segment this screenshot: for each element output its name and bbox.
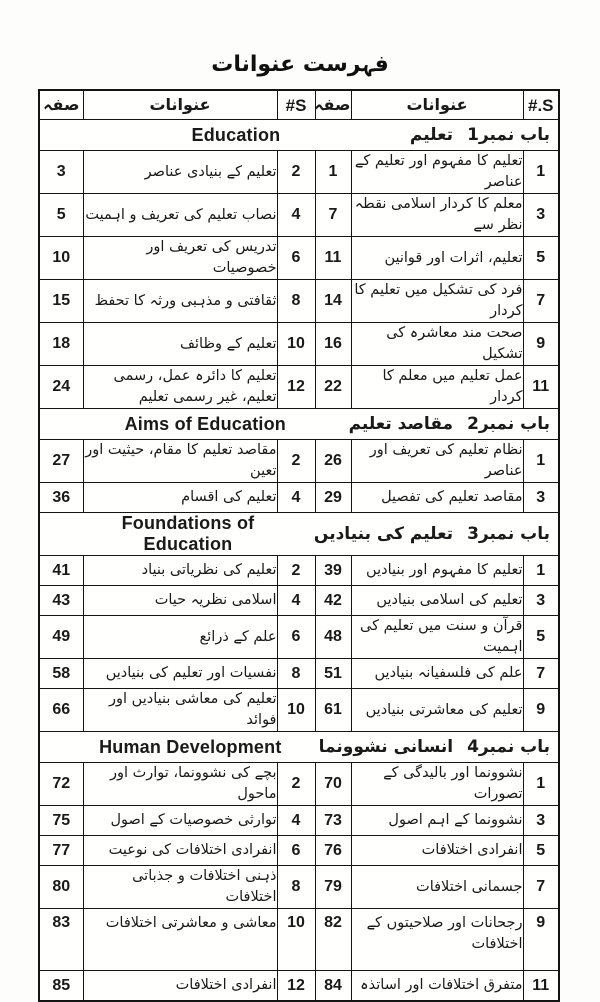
right-page-number: 16 — [315, 323, 351, 366]
toc-table — [38, 89, 560, 1002]
chapter-urdu-name: انسانی نشوونما — [318, 737, 454, 758]
right-page-number: 22 — [315, 366, 351, 409]
page-title: فہرست عنوانات — [211, 52, 389, 77]
header-left-serial: S# — [277, 90, 315, 120]
chapter-english-name: Foundations of Education — [121, 513, 255, 555]
right-page-number: 82 — [315, 909, 351, 971]
right-page-number: 39 — [315, 556, 351, 586]
right-page-number: 14 — [315, 280, 351, 323]
right-page-number: 29 — [315, 483, 351, 513]
chapter-english-name: Education — [191, 124, 281, 145]
right-entry-title: صحت مند معاشرہ کی تشکیل — [351, 323, 523, 366]
right-entry-title: قرآن و سنت میں تعلیم کی اہمیت — [351, 616, 523, 659]
left-serial-number: 2 — [277, 440, 315, 483]
table-row — [39, 556, 559, 586]
left-serial-number: 10 — [277, 909, 315, 971]
table-row — [39, 806, 559, 836]
right-entry-title: تعلیم کی اسلامی بنیادیں — [351, 586, 523, 616]
left-entry-title: ثقافتی و مذہبی ورثہ کا تحفظ — [83, 280, 277, 323]
right-serial-number: 1 — [523, 556, 559, 586]
left-entry-title: ذہنی اختلافات و جذباتی اختلافات — [83, 866, 277, 909]
right-entry-title: انفرادی اختلافات — [351, 836, 523, 866]
right-entry-title: تعلیم کا مفہوم اور بنیادیں — [351, 556, 523, 586]
table-row — [39, 194, 559, 237]
left-page-number: 75 — [39, 806, 83, 836]
left-entry-title: بچے کی نشوونما، توارث اور ماحول — [83, 763, 277, 806]
right-page-number: 1 — [315, 151, 351, 194]
left-serial-number: 2 — [277, 556, 315, 586]
left-page-number: 43 — [39, 586, 83, 616]
left-serial-number: 4 — [277, 194, 315, 237]
right-entry-title: رجحانات اور صلاحیتوں کے اختلافات — [351, 909, 523, 971]
left-entry-title: انفرادی اختلافات — [83, 971, 277, 1002]
left-page-number: 85 — [39, 971, 83, 1002]
left-serial-number: 12 — [277, 971, 315, 1002]
left-serial-number: 6 — [277, 836, 315, 866]
left-entry-title: توارثی خصوصیات کے اصول — [83, 806, 277, 836]
right-entry-title: عمل تعلیم میں معلم کا کردار — [351, 366, 523, 409]
header-right-titles: عنوانات — [351, 90, 523, 120]
left-entry-title: تعلیم کی نظریاتی بنیاد — [83, 556, 277, 586]
left-page-number: 77 — [39, 836, 83, 866]
right-page-number: 84 — [315, 971, 351, 1002]
right-page-number: 51 — [315, 659, 351, 689]
right-page-number: 7 — [315, 194, 351, 237]
header-left-titles: عنوانات — [83, 90, 277, 120]
left-entry-title: اسلامی نظریہ حیات — [83, 586, 277, 616]
table-body — [39, 120, 559, 1002]
left-page-number: 58 — [39, 659, 83, 689]
chapter-header-row — [39, 513, 559, 556]
left-page-number: 36 — [39, 483, 83, 513]
left-entry-title: نفسیات اور تعلیم کی بنیادیں — [83, 659, 277, 689]
chapter-header-cell — [39, 732, 559, 763]
right-page-number: 26 — [315, 440, 351, 483]
right-serial-number: 7 — [523, 659, 559, 689]
chapter-urdu-name: تعلیم کی بنیادیں — [313, 524, 454, 545]
table-header — [39, 90, 559, 120]
header-right-serial: S.# — [523, 90, 559, 120]
table-row — [39, 586, 559, 616]
right-page-number: 76 — [315, 836, 351, 866]
right-page-number: 61 — [315, 689, 351, 732]
right-serial-number: 5 — [523, 616, 559, 659]
right-serial-number: 3 — [523, 586, 559, 616]
right-serial-number: 7 — [523, 280, 559, 323]
left-entry-title: علم کے ذرائع — [83, 616, 277, 659]
left-entry-title: معاشی و معاشرتی اختلافات — [83, 909, 277, 971]
right-entry-title: علم کی فلسفیانہ بنیادیں — [351, 659, 523, 689]
chapter-header-cell — [39, 120, 559, 151]
chapter-english-name: Aims of Education — [124, 413, 286, 434]
chapter-header-row — [39, 409, 559, 440]
table-row — [39, 659, 559, 689]
right-serial-number: 3 — [523, 483, 559, 513]
table-row — [39, 836, 559, 866]
chapter-header-row — [39, 732, 559, 763]
right-serial-number: 7 — [523, 866, 559, 909]
left-serial-number: 6 — [277, 237, 315, 280]
right-page-number: 42 — [315, 586, 351, 616]
right-serial-number: 5 — [523, 836, 559, 866]
left-serial-number: 8 — [277, 280, 315, 323]
chapter-number-label: باب نمبر1 — [467, 125, 550, 145]
right-serial-number: 1 — [523, 440, 559, 483]
table-row — [39, 237, 559, 280]
left-serial-number: 2 — [277, 763, 315, 806]
chapter-number-label: باب نمبر2 — [467, 414, 550, 435]
table-row — [39, 323, 559, 366]
right-entry-title: تعلیم، اثرات اور قوانین — [351, 237, 523, 280]
left-entry-title: تعلیم کی اقسام — [83, 483, 277, 513]
chapter-number-label: باب نمبر4 — [467, 737, 550, 758]
right-page-number: 79 — [315, 866, 351, 909]
right-entry-title: جسمانی اختلافات — [351, 866, 523, 909]
left-page-number: 49 — [39, 616, 83, 659]
left-serial-number: 4 — [277, 586, 315, 616]
chapter-header-cell — [39, 513, 559, 556]
left-entry-title: مقاصد تعلیم کا مقام، حیثیت اور تعین — [83, 440, 277, 483]
left-page-number: 24 — [39, 366, 83, 409]
right-entry-title: فرد کی تشکیل میں تعلیم کا کردار — [351, 280, 523, 323]
left-entry-title: تعلیم کے بنیادی عناصر — [83, 151, 277, 194]
header-left-page: صفہ — [39, 90, 83, 120]
left-page-number: 72 — [39, 763, 83, 806]
table-row — [39, 440, 559, 483]
left-page-number: 3 — [39, 151, 83, 194]
left-serial-number: 2 — [277, 151, 315, 194]
left-page-number: 80 — [39, 866, 83, 909]
table-row — [39, 280, 559, 323]
left-page-number: 66 — [39, 689, 83, 732]
left-entry-title: انفرادی اختلافات کی نوعیت — [83, 836, 277, 866]
left-entry-title: تعلیم کا دائرہ عمل، رسمی تعلیم، غیر رسمی تعلیم — [83, 366, 277, 409]
right-serial-number: 3 — [523, 806, 559, 836]
left-entry-title: تعلیم کی معاشی بنیادیں اور فوائد — [83, 689, 277, 732]
left-serial-number: 8 — [277, 866, 315, 909]
table-row — [39, 366, 559, 409]
left-entry-title: تدریس کی تعریف اور خصوصیات — [83, 237, 277, 280]
left-page-number: 5 — [39, 194, 83, 237]
left-entry-title: نصاب تعلیم کی تعریف و اہمیت — [83, 194, 277, 237]
table-row — [39, 909, 559, 971]
right-serial-number: 1 — [523, 763, 559, 806]
right-serial-number: 5 — [523, 237, 559, 280]
right-entry-title: نشوونما کے اہم اصول — [351, 806, 523, 836]
right-serial-number: 9 — [523, 689, 559, 732]
left-serial-number: 4 — [277, 806, 315, 836]
left-page-number: 15 — [39, 280, 83, 323]
table-row — [39, 866, 559, 909]
chapter-header-row — [39, 120, 559, 151]
left-page-number: 41 — [39, 556, 83, 586]
left-serial-number: 8 — [277, 659, 315, 689]
right-page-number: 11 — [315, 237, 351, 280]
left-page-number: 83 — [39, 909, 83, 971]
chapter-header-cell — [39, 409, 559, 440]
table-row — [39, 616, 559, 659]
chapter-number-label: باب نمبر3 — [467, 524, 550, 545]
table-row — [39, 689, 559, 732]
right-page-number: 73 — [315, 806, 351, 836]
right-serial-number: 11 — [523, 366, 559, 409]
left-page-number: 18 — [39, 323, 83, 366]
left-serial-number: 10 — [277, 323, 315, 366]
right-serial-number: 1 — [523, 151, 559, 194]
right-entry-title: تعلیم کا مفہوم اور تعلیم کے عناصر — [351, 151, 523, 194]
right-serial-number: 11 — [523, 971, 559, 1002]
right-entry-title: نظام تعلیم کی تعریف اور عناصر — [351, 440, 523, 483]
left-serial-number: 6 — [277, 616, 315, 659]
table-row — [39, 151, 559, 194]
right-page-number: 70 — [315, 763, 351, 806]
chapter-english-name: Human Development — [99, 736, 282, 757]
right-entry-title: تعلیم کی معاشرتی بنیادیں — [351, 689, 523, 732]
left-page-number: 27 — [39, 440, 83, 483]
right-serial-number: 9 — [523, 909, 559, 971]
right-entry-title: نشوونما اور بالیدگی کے تصورات — [351, 763, 523, 806]
table-row — [39, 971, 559, 1002]
left-serial-number: 12 — [277, 366, 315, 409]
table-row — [39, 483, 559, 513]
right-entry-title: مقاصد تعلیم کی تفصیل — [351, 483, 523, 513]
right-page-number: 48 — [315, 616, 351, 659]
chapter-urdu-name: مقاصد تعلیم — [348, 414, 454, 435]
table-of-contents — [40, 89, 560, 1002]
chapter-urdu-name: تعلیم — [409, 125, 454, 145]
left-serial-number: 4 — [277, 483, 315, 513]
right-serial-number: 3 — [523, 194, 559, 237]
right-serial-number: 9 — [523, 323, 559, 366]
left-page-number: 10 — [39, 237, 83, 280]
right-entry-title: معلم کا کردار اسلامی نقطہ نظر سے — [351, 194, 523, 237]
header-right-page: صفہ — [315, 90, 351, 120]
left-entry-title: تعلیم کے وظائف — [83, 323, 277, 366]
left-serial-number: 10 — [277, 689, 315, 732]
header-row — [39, 90, 559, 120]
right-entry-title: متفرق اختلافات اور اساتذہ — [351, 971, 523, 1002]
table-row — [39, 763, 559, 806]
